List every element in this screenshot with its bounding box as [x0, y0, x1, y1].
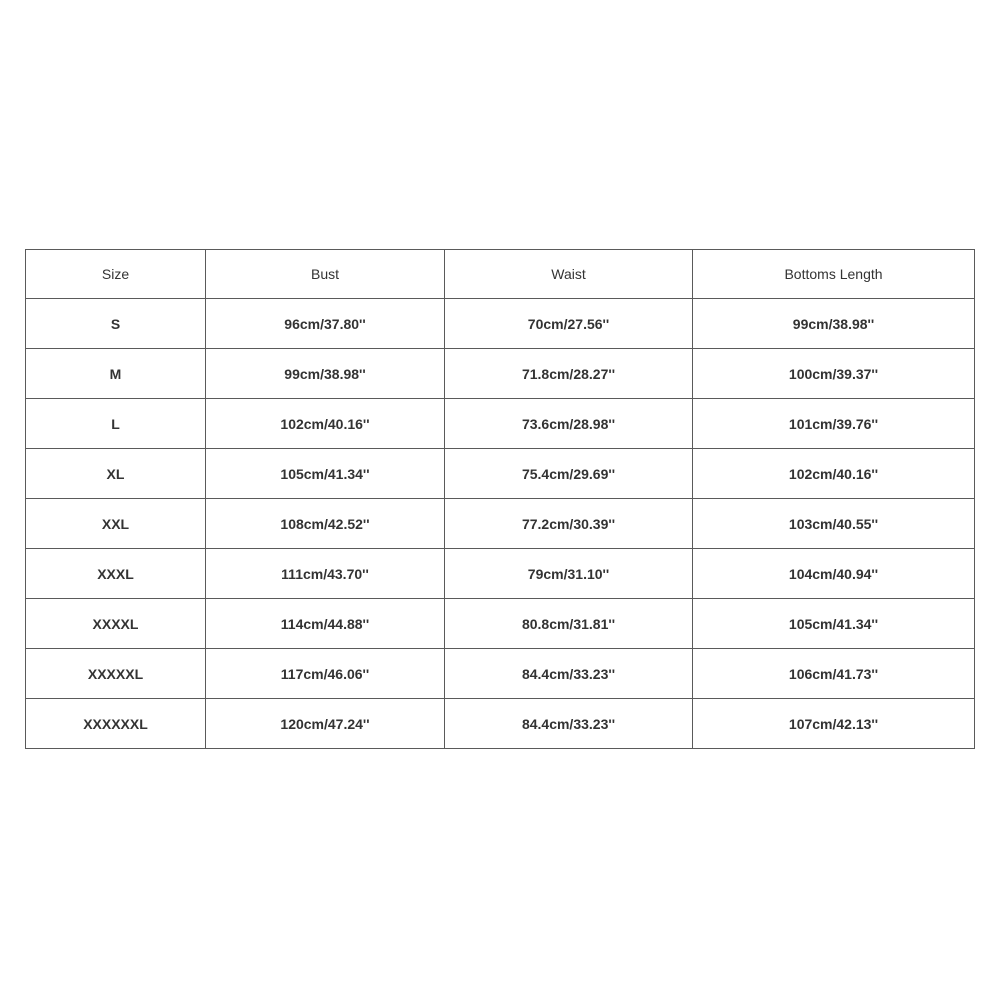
- bottoms-length-cell: 107cm/42.13'': [693, 699, 975, 749]
- table-row: [26, 449, 975, 499]
- bust-cell: 120cm/47.24'': [206, 699, 445, 749]
- waist-cell: 77.2cm/30.39'': [445, 499, 693, 549]
- header-size: Size: [26, 250, 206, 299]
- table-row: [26, 299, 975, 349]
- table-row: [26, 349, 975, 399]
- bottoms-length-cell: 101cm/39.76'': [693, 399, 975, 449]
- waist-cell: 73.6cm/28.98'': [445, 399, 693, 449]
- header-waist: Waist: [445, 250, 693, 299]
- bust-cell: 96cm/37.80'': [206, 299, 445, 349]
- waist-cell: 70cm/27.56'': [445, 299, 693, 349]
- table-row: [26, 699, 975, 749]
- waist-cell: 75.4cm/29.69'': [445, 449, 693, 499]
- size-cell: S: [26, 299, 206, 349]
- bust-cell: 117cm/46.06'': [206, 649, 445, 699]
- bottoms-length-cell: 100cm/39.37'': [693, 349, 975, 399]
- table-row: [26, 499, 975, 549]
- size-cell: XXL: [26, 499, 206, 549]
- bottoms-length-cell: 102cm/40.16'': [693, 449, 975, 499]
- table-header-row: [26, 250, 975, 299]
- bust-cell: 108cm/42.52'': [206, 499, 445, 549]
- bust-cell: 111cm/43.70'': [206, 549, 445, 599]
- size-chart-table: [25, 249, 975, 749]
- bottoms-length-cell: 103cm/40.55'': [693, 499, 975, 549]
- bust-cell: 99cm/38.98'': [206, 349, 445, 399]
- table-row: [26, 599, 975, 649]
- waist-cell: 71.8cm/28.27'': [445, 349, 693, 399]
- table-row: [26, 399, 975, 449]
- bottoms-length-cell: 104cm/40.94'': [693, 549, 975, 599]
- waist-cell: 84.4cm/33.23'': [445, 649, 693, 699]
- size-cell: XXXXXL: [26, 649, 206, 699]
- bust-cell: 102cm/40.16'': [206, 399, 445, 449]
- table-row: [26, 649, 975, 699]
- size-cell: XL: [26, 449, 206, 499]
- header-bottoms-length: Bottoms Length: [693, 250, 975, 299]
- size-cell: XXXXL: [26, 599, 206, 649]
- bust-cell: 114cm/44.88'': [206, 599, 445, 649]
- waist-cell: 80.8cm/31.81'': [445, 599, 693, 649]
- table-row: [26, 549, 975, 599]
- size-cell: XXXXXXL: [26, 699, 206, 749]
- size-cell: L: [26, 399, 206, 449]
- bottoms-length-cell: 105cm/41.34'': [693, 599, 975, 649]
- bust-cell: 105cm/41.34'': [206, 449, 445, 499]
- header-bust: Bust: [206, 250, 445, 299]
- size-cell: M: [26, 349, 206, 399]
- size-cell: XXXL: [26, 549, 206, 599]
- bottoms-length-cell: 99cm/38.98'': [693, 299, 975, 349]
- waist-cell: 84.4cm/33.23'': [445, 699, 693, 749]
- waist-cell: 79cm/31.10'': [445, 549, 693, 599]
- bottoms-length-cell: 106cm/41.73'': [693, 649, 975, 699]
